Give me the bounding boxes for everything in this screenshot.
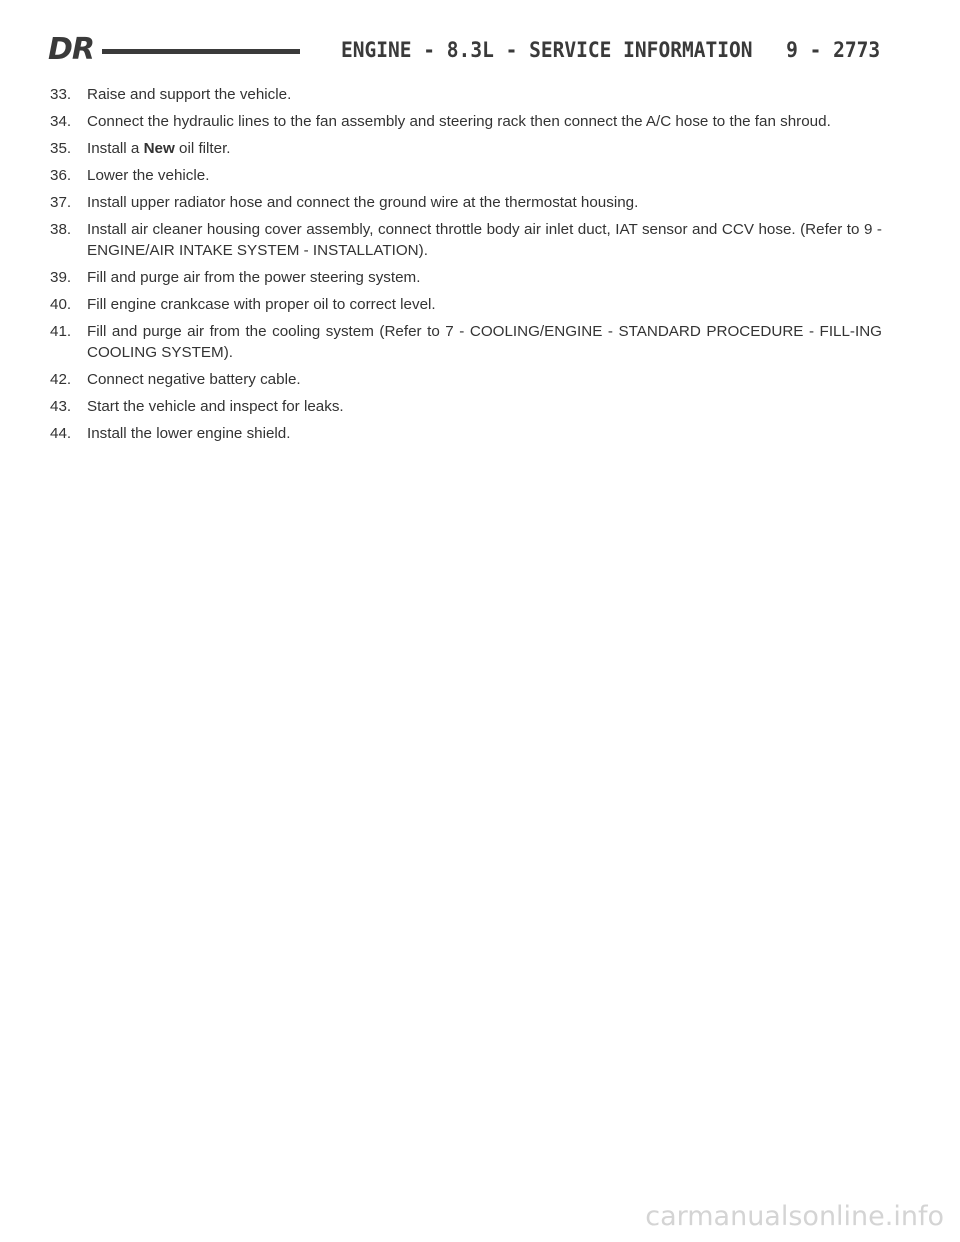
step-44 xyxy=(50,423,882,444)
step-number: 42. xyxy=(50,371,72,388)
step-number: 41. xyxy=(50,323,72,340)
section-code: DR xyxy=(48,32,95,67)
step-number: 44. xyxy=(50,425,72,442)
step-text: Fill engine crankcase with proper oil to correct level. xyxy=(87,296,436,313)
step-number: 40. xyxy=(50,296,72,313)
step-text: Raise and support the vehicle. xyxy=(87,86,292,103)
procedure-steps xyxy=(50,84,882,450)
step-text: Install upper radiator hose and connect the ground wire at the thermostat housing. xyxy=(87,194,639,211)
step-text: Fill and purge air from the cooling system (Refer to 7 - COOLING/ENGINE - STANDARD PROCEDURE - FILL-ING COOLING SYSTEM). xyxy=(87,323,882,361)
step-text: Connect negative battery cable. xyxy=(87,371,301,388)
step-text: Connect the hydraulic lines to the fan assembly and steering rack then connect the A/C hose to the fan shroud. xyxy=(87,113,831,130)
step-37 xyxy=(50,192,882,213)
step-text: Install the lower engine shield. xyxy=(87,425,291,442)
section-title: ENGINE - 8.3L - SERVICE INFORMATION xyxy=(341,37,753,62)
step-number: 34. xyxy=(50,113,72,130)
step-number: 37. xyxy=(50,194,72,211)
step-35 xyxy=(50,138,882,159)
step-text: Fill and purge air from the power steering system. xyxy=(87,269,421,286)
step-number: 38. xyxy=(50,221,72,238)
step-text-pre: Install a xyxy=(87,140,144,157)
step-number: 43. xyxy=(50,398,72,415)
step-39 xyxy=(50,267,882,288)
step-38 xyxy=(50,219,882,261)
step-42 xyxy=(50,369,882,390)
step-40 xyxy=(50,294,882,315)
step-number: 39. xyxy=(50,269,72,286)
step-text: Lower the vehicle. xyxy=(87,167,210,184)
step-34 xyxy=(50,111,882,132)
step-text: Install air cleaner housing cover assembly, connect throttle body air inlet duct, IAT sensor and CCV hose. (Refer to 9 - ENGINE/AIR INTAKE SYSTEM - INSTALLATION). xyxy=(87,221,882,259)
step-number: 35. xyxy=(50,140,72,157)
step-text: Start the vehicle and inspect for leaks. xyxy=(87,398,344,415)
step-33 xyxy=(50,84,882,105)
step-text-post: oil filter. xyxy=(179,140,231,157)
step-text-emphasis: New xyxy=(143,140,175,157)
page-header xyxy=(48,30,880,70)
page-number: 9 - 2773 xyxy=(785,37,880,62)
step-41 xyxy=(50,321,882,363)
header-rule xyxy=(102,49,300,54)
site-watermark: carmanualsonline.info xyxy=(645,1201,944,1232)
step-36 xyxy=(50,165,882,186)
step-number: 36. xyxy=(50,167,72,184)
step-43 xyxy=(50,396,882,417)
step-number: 33. xyxy=(50,86,72,103)
